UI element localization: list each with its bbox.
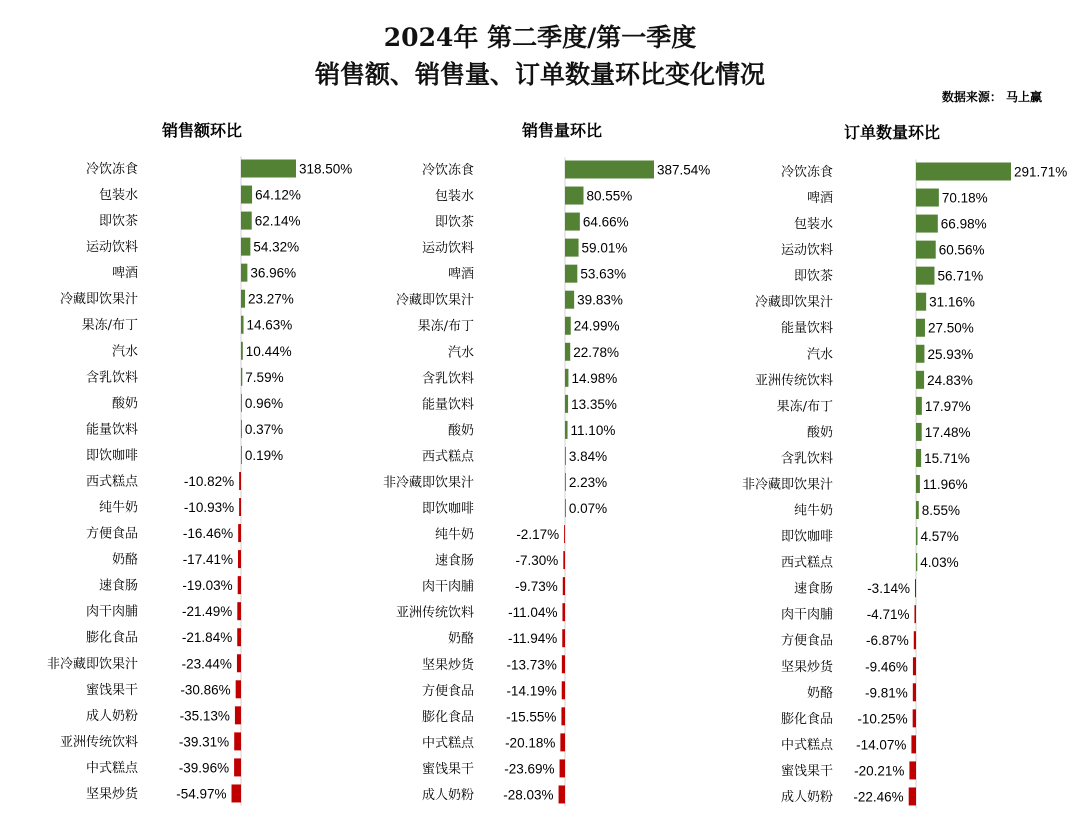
category-label: 能量饮料 bbox=[85, 422, 138, 438]
data-label: 60.56% bbox=[938, 242, 985, 258]
bar bbox=[234, 758, 241, 776]
category-label: 亚洲传统饮料 bbox=[395, 605, 474, 621]
data-label: -17.41% bbox=[182, 552, 233, 568]
bar bbox=[241, 212, 252, 230]
category-label: 纯牛奶 bbox=[434, 527, 474, 543]
panel-sales-amount bbox=[47, 157, 352, 806]
data-label: 387.54% bbox=[657, 162, 711, 178]
bar bbox=[238, 576, 241, 594]
bar bbox=[916, 267, 934, 285]
category-label: 非冷藏即饮果汁 bbox=[382, 475, 474, 491]
category-label: 膨化食品 bbox=[421, 709, 474, 725]
category-label: 方便食品 bbox=[780, 633, 833, 649]
bar bbox=[913, 683, 916, 701]
data-label: 0.96% bbox=[244, 395, 284, 411]
data-label: -3.14% bbox=[867, 581, 910, 597]
bar bbox=[909, 761, 916, 779]
data-label: -9.46% bbox=[865, 659, 908, 675]
category-label: 冷饮冻食 bbox=[780, 165, 833, 180]
bar bbox=[237, 654, 241, 672]
category-label: 西式糕点 bbox=[85, 474, 138, 490]
data-label: -35.13% bbox=[179, 708, 230, 724]
data-label: -23.44% bbox=[181, 656, 232, 672]
category-label: 能量饮料 bbox=[780, 321, 833, 337]
bar bbox=[565, 343, 570, 361]
data-label: 10.44% bbox=[245, 343, 292, 359]
category-label: 奶酪 bbox=[447, 631, 474, 647]
bar bbox=[232, 784, 241, 802]
data-label: 7.59% bbox=[245, 369, 284, 385]
category-label: 蜜饯果干 bbox=[421, 761, 474, 777]
data-label: 80.55% bbox=[586, 188, 633, 204]
bar bbox=[565, 447, 566, 465]
data-label: -4.71% bbox=[866, 607, 910, 623]
data-label: -19.03% bbox=[182, 578, 233, 594]
bar bbox=[916, 527, 917, 545]
bar bbox=[559, 785, 565, 803]
data-label: 59.01% bbox=[581, 240, 628, 256]
data-label: 14.63% bbox=[246, 317, 293, 333]
data-label: -21.49% bbox=[181, 604, 233, 620]
bar bbox=[914, 631, 916, 649]
data-label: 66.98% bbox=[940, 216, 987, 232]
category-label: 冷藏即饮果汁 bbox=[395, 293, 474, 309]
category-label: 中式糕点 bbox=[421, 735, 474, 751]
category-label: 西式糕点 bbox=[421, 449, 474, 465]
bar bbox=[565, 421, 568, 439]
category-label: 酸奶 bbox=[111, 396, 138, 412]
data-label: -7.30% bbox=[515, 553, 559, 569]
panel-sales-volume bbox=[383, 158, 710, 807]
category-label: 含乳饮料 bbox=[85, 370, 138, 386]
bar bbox=[916, 215, 938, 233]
bar bbox=[916, 397, 922, 415]
data-label: -54.97% bbox=[176, 786, 227, 802]
category-label: 坚果炒货 bbox=[85, 786, 138, 802]
bar bbox=[916, 163, 1011, 181]
bar bbox=[563, 577, 565, 595]
data-label: -30.86% bbox=[180, 682, 231, 698]
bar bbox=[241, 368, 242, 386]
data-label: -14.19% bbox=[506, 683, 557, 699]
bar bbox=[560, 759, 565, 777]
data-label: 27.50% bbox=[927, 320, 974, 336]
data-label: -10.93% bbox=[183, 500, 235, 516]
bar bbox=[916, 423, 922, 441]
data-label: 23.27% bbox=[248, 291, 294, 307]
panel-title-sales-volume: 销售量环比 bbox=[521, 121, 603, 140]
category-label: 运动饮料 bbox=[85, 240, 138, 256]
data-label: 8.55% bbox=[921, 503, 961, 519]
data-label: -15.55% bbox=[506, 709, 557, 725]
category-label: 包装水 bbox=[434, 189, 474, 205]
category-label: 速食肠 bbox=[793, 581, 833, 597]
data-label: 64.12% bbox=[255, 187, 301, 203]
category-label: 啤酒 bbox=[447, 267, 474, 283]
bar bbox=[237, 602, 241, 620]
data-label: 56.71% bbox=[937, 268, 984, 284]
data-label: 70.18% bbox=[941, 190, 988, 206]
bar bbox=[241, 160, 296, 178]
category-label: 即饮咖啡 bbox=[85, 448, 138, 464]
data-label: -6.87% bbox=[865, 633, 909, 649]
bar bbox=[237, 628, 241, 646]
category-label: 汽水 bbox=[447, 345, 474, 361]
category-label: 即饮茶 bbox=[793, 269, 833, 285]
data-label: 39.83% bbox=[577, 292, 623, 308]
bar bbox=[565, 395, 568, 413]
category-label: 中式糕点 bbox=[780, 737, 833, 753]
panel-title-order-count: 订单数量环比 bbox=[843, 123, 941, 142]
data-label: 4.57% bbox=[920, 529, 959, 545]
bar bbox=[565, 317, 571, 335]
data-label: 24.83% bbox=[927, 372, 973, 388]
bar bbox=[916, 371, 924, 389]
bar bbox=[241, 186, 252, 204]
data-label: 54.32% bbox=[253, 239, 300, 255]
bar bbox=[241, 342, 243, 360]
category-label: 非冷藏即饮果汁 bbox=[741, 477, 833, 493]
bar bbox=[565, 239, 579, 257]
category-label: 包装水 bbox=[793, 217, 833, 233]
bar bbox=[562, 629, 565, 647]
bar bbox=[916, 189, 939, 207]
bar bbox=[916, 293, 926, 311]
bar bbox=[565, 291, 574, 309]
category-label: 膨化食品 bbox=[85, 630, 138, 646]
bar bbox=[564, 525, 565, 543]
category-label: 方便食品 bbox=[421, 683, 474, 699]
bar bbox=[238, 524, 241, 542]
category-label: 果冻/布丁 bbox=[417, 319, 474, 335]
data-label: 17.48% bbox=[924, 424, 971, 440]
data-label: 291.71% bbox=[1014, 164, 1068, 180]
bar bbox=[235, 706, 241, 724]
bar bbox=[241, 264, 247, 282]
category-label: 成人奶粉 bbox=[421, 787, 474, 803]
bar bbox=[565, 213, 580, 231]
data-label: 22.78% bbox=[573, 344, 620, 360]
category-label: 冷饮冻食 bbox=[85, 162, 138, 177]
data-label: 36.96% bbox=[250, 265, 297, 281]
bar bbox=[565, 473, 566, 491]
category-label: 即饮咖啡 bbox=[780, 529, 833, 545]
category-label: 纯牛奶 bbox=[98, 500, 138, 516]
data-label: 25.93% bbox=[927, 346, 974, 362]
category-label: 汽水 bbox=[111, 344, 138, 360]
category-label: 能量饮料 bbox=[421, 397, 474, 413]
bar bbox=[561, 707, 565, 725]
data-source-note: 数据来源： 马上赢 bbox=[941, 90, 1042, 104]
bar bbox=[241, 420, 242, 438]
data-label: -9.73% bbox=[514, 579, 558, 595]
data-label: -22.46% bbox=[853, 789, 904, 805]
data-label: 0.19% bbox=[244, 447, 284, 463]
bar bbox=[565, 369, 568, 387]
bar bbox=[239, 472, 241, 490]
bar bbox=[911, 735, 916, 753]
category-label: 西式糕点 bbox=[780, 555, 833, 571]
category-label: 含乳饮料 bbox=[780, 451, 833, 467]
bar bbox=[562, 655, 565, 673]
category-label: 速食肠 bbox=[98, 578, 138, 594]
data-label: -2.17% bbox=[516, 527, 560, 543]
category-label: 酸奶 bbox=[447, 423, 474, 439]
bar bbox=[560, 733, 565, 751]
bar bbox=[241, 394, 242, 412]
data-label: 31.16% bbox=[929, 294, 975, 310]
category-label: 非冷藏即饮果汁 bbox=[46, 656, 138, 672]
data-label: 64.66% bbox=[582, 214, 629, 230]
data-label: -39.31% bbox=[178, 734, 230, 750]
bar bbox=[241, 316, 244, 334]
category-label: 肉干肉脯 bbox=[780, 607, 833, 623]
data-label: -16.46% bbox=[182, 526, 234, 542]
category-label: 肉干肉脯 bbox=[85, 604, 138, 620]
bar bbox=[909, 787, 916, 805]
data-label: -9.81% bbox=[865, 685, 908, 701]
bar bbox=[915, 579, 916, 597]
data-label: -11.94% bbox=[507, 631, 558, 647]
category-label: 运动饮料 bbox=[780, 243, 833, 259]
bar bbox=[239, 498, 241, 516]
category-label: 即饮茶 bbox=[434, 215, 474, 231]
bar bbox=[565, 499, 566, 517]
data-label: 3.84% bbox=[568, 448, 608, 464]
category-label: 成人奶粉 bbox=[85, 708, 138, 724]
bar bbox=[914, 605, 916, 623]
category-label: 亚洲传统饮料 bbox=[754, 373, 833, 389]
category-label: 方便食品 bbox=[85, 526, 138, 542]
bar bbox=[565, 187, 584, 205]
data-label: -13.73% bbox=[506, 657, 557, 673]
data-label: 53.63% bbox=[580, 266, 627, 282]
bar bbox=[241, 238, 250, 256]
category-label: 果冻/布丁 bbox=[776, 399, 833, 415]
category-label: 包装水 bbox=[98, 188, 138, 204]
category-label: 即饮咖啡 bbox=[421, 501, 474, 517]
data-label: 0.37% bbox=[244, 421, 284, 437]
bar bbox=[913, 709, 916, 727]
category-label: 奶酪 bbox=[806, 685, 833, 701]
category-label: 坚果炒货 bbox=[780, 659, 833, 675]
bar bbox=[241, 290, 245, 308]
data-label: 4.03% bbox=[920, 555, 959, 571]
data-label: -20.18% bbox=[505, 735, 556, 751]
bar bbox=[241, 446, 242, 464]
category-label: 坚果炒货 bbox=[421, 657, 474, 673]
data-label: -20.21% bbox=[854, 763, 905, 779]
category-label: 奶酪 bbox=[111, 552, 138, 568]
category-label: 成人奶粉 bbox=[780, 789, 833, 805]
category-label: 冷饮冻食 bbox=[421, 163, 474, 178]
data-label: 24.99% bbox=[573, 318, 620, 334]
bar bbox=[916, 501, 919, 519]
category-label: 啤酒 bbox=[111, 266, 138, 282]
bar bbox=[238, 550, 241, 568]
data-label: 2.23% bbox=[568, 474, 608, 490]
panel-title-sales-amount: 销售额环比 bbox=[161, 121, 243, 140]
category-label: 运动饮料 bbox=[421, 241, 474, 257]
data-label: -10.25% bbox=[857, 711, 908, 727]
category-label: 蜜饯果干 bbox=[780, 763, 833, 779]
bar bbox=[565, 161, 654, 179]
bar bbox=[236, 680, 241, 698]
data-label: 62.14% bbox=[254, 213, 301, 229]
category-label: 中式糕点 bbox=[85, 760, 138, 776]
category-label: 冷藏即饮果汁 bbox=[59, 292, 138, 308]
panel-order-count bbox=[742, 160, 1067, 809]
chart-title-line1: 2024年 第二季度/第一季度 bbox=[383, 23, 697, 52]
data-label: -21.84% bbox=[181, 630, 233, 646]
bar bbox=[562, 603, 565, 621]
category-label: 即饮茶 bbox=[98, 214, 138, 230]
category-label: 果冻/布丁 bbox=[81, 318, 138, 334]
bar bbox=[562, 681, 565, 699]
category-label: 肉干肉脯 bbox=[421, 579, 474, 595]
data-label: 14.98% bbox=[571, 370, 618, 386]
bar bbox=[916, 553, 917, 571]
data-label: 11.96% bbox=[922, 476, 968, 492]
bar bbox=[234, 732, 241, 750]
data-label: 15.71% bbox=[924, 450, 970, 466]
data-label: -14.07% bbox=[856, 737, 907, 753]
data-label: -10.82% bbox=[183, 473, 235, 489]
category-label: 酸奶 bbox=[806, 425, 833, 441]
bar bbox=[565, 265, 577, 283]
bar bbox=[916, 475, 920, 493]
data-label: 11.10% bbox=[570, 422, 616, 438]
category-label: 纯牛奶 bbox=[793, 503, 833, 519]
bar bbox=[916, 241, 936, 259]
category-label: 汽水 bbox=[806, 347, 833, 363]
bar bbox=[916, 449, 921, 467]
data-label: -39.96% bbox=[178, 760, 230, 776]
data-label: 13.35% bbox=[571, 396, 617, 412]
category-label: 亚洲传统饮料 bbox=[59, 734, 138, 750]
data-label: 17.97% bbox=[924, 398, 971, 414]
bar bbox=[916, 345, 924, 363]
data-label: -23.69% bbox=[504, 761, 555, 777]
data-label: 0.07% bbox=[568, 501, 608, 517]
category-label: 速食肠 bbox=[434, 553, 474, 569]
category-label: 啤酒 bbox=[806, 191, 833, 207]
data-label: 318.50% bbox=[299, 161, 353, 177]
bar bbox=[563, 551, 565, 569]
data-label: -28.03% bbox=[503, 787, 554, 803]
bar bbox=[916, 319, 925, 337]
category-label: 冷藏即饮果汁 bbox=[754, 295, 833, 311]
category-label: 膨化食品 bbox=[780, 711, 833, 727]
bar bbox=[913, 657, 916, 675]
category-label: 含乳饮料 bbox=[421, 371, 474, 387]
chart-title-line2: 销售额、销售量、订单数量环比变化情况 bbox=[314, 60, 765, 89]
category-label: 蜜饯果干 bbox=[85, 682, 138, 698]
data-label: -11.04% bbox=[508, 605, 558, 621]
